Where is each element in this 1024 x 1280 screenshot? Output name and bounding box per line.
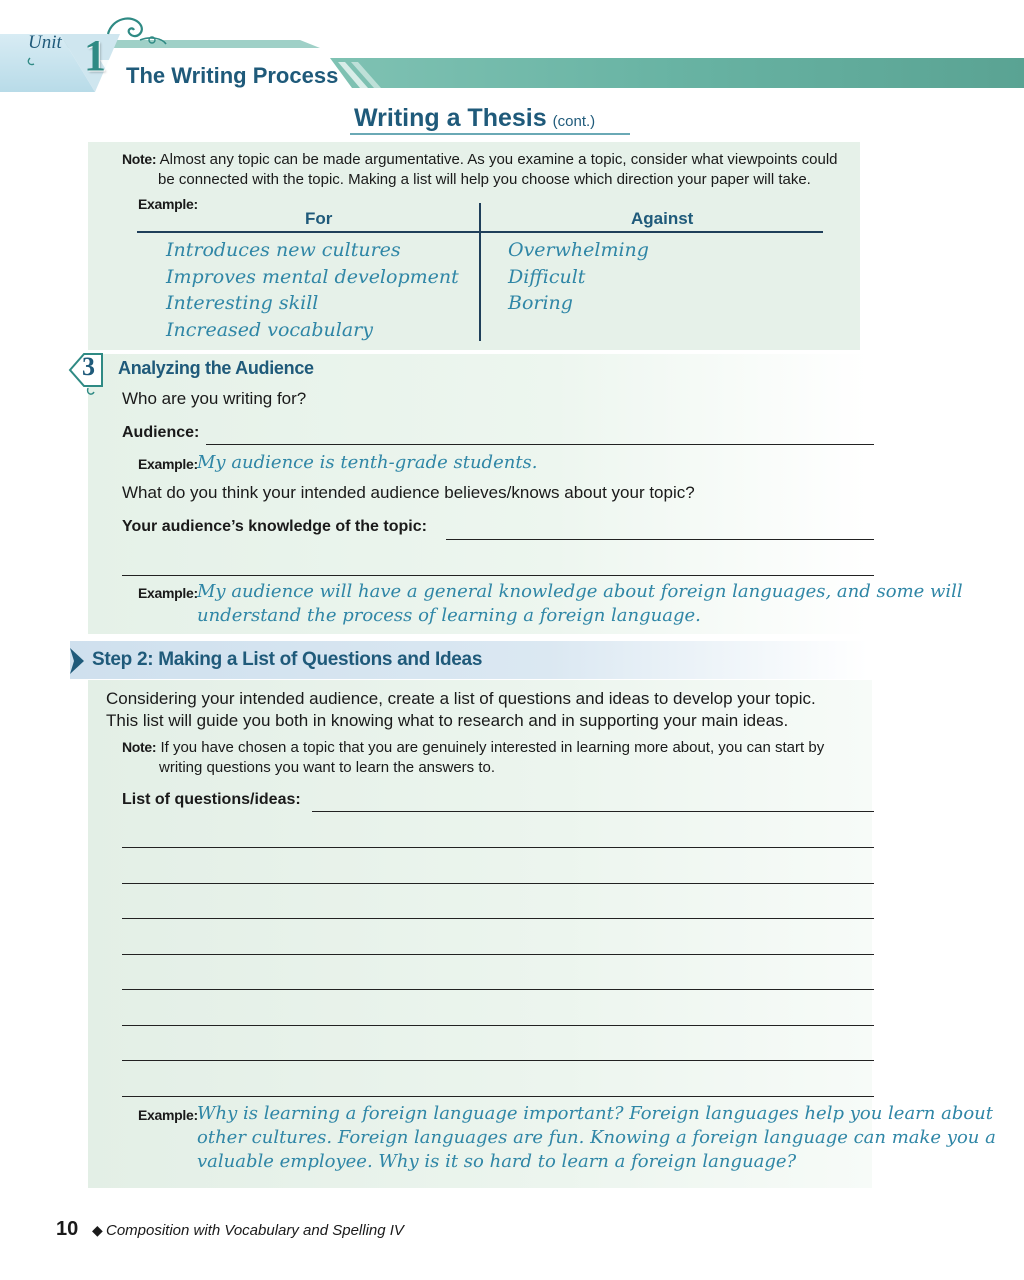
section-title-text: Writing a Thesis <box>354 104 547 132</box>
for-item: Improves mental development <box>166 265 459 288</box>
example-label: Example: <box>138 196 198 212</box>
step2-example <box>197 1102 996 1174</box>
knowledge-answer-line-1[interactable] <box>446 539 874 540</box>
step2-note-line-1: If you have chosen a topic that you are genuinely interested in learning more about, you can start by <box>160 739 825 756</box>
step2-intro-line-2: This list will guide you both in knowing what to research and in supporting your main ideas. <box>106 711 789 730</box>
list-answer-line[interactable] <box>122 1096 874 1097</box>
unit-number: 1 <box>84 31 106 80</box>
example-label: Example: <box>138 1107 198 1123</box>
thesis-note <box>122 149 882 190</box>
for-column-header: For <box>305 209 333 228</box>
example-label: Example: <box>138 585 198 601</box>
step2-note <box>122 737 824 778</box>
against-column-header: Against <box>631 209 694 228</box>
audience-example-2 <box>197 580 963 628</box>
unit-word: Unit <box>28 32 62 53</box>
for-item: Increased vocabulary <box>166 318 373 341</box>
note-line-1: Almost any topic can be made argumentative. As you examine a topic, consider what viewpoints could <box>159 151 838 168</box>
step2-example-line-2: other cultures. Foreign languages are fun. Knowing a foreign language can make you a <box>197 1127 996 1148</box>
against-list <box>508 237 649 317</box>
against-item: Boring <box>508 292 573 314</box>
section-title-cont: (cont.) <box>552 113 596 130</box>
note-line-2: be connected with the topic. Making a list will help you choose which direction your paper will take. <box>158 171 811 188</box>
audience-heading: Analyzing the Audience <box>118 358 314 378</box>
for-list <box>166 237 459 343</box>
audience-example-2-line-1: My audience will have a general knowledge about foreign languages, and some will <box>197 581 963 602</box>
section-title-underline <box>350 133 630 135</box>
list-answer-line[interactable] <box>122 883 874 884</box>
section-title <box>354 104 595 133</box>
audience-example-1: My audience is tenth-grade students. <box>197 452 538 473</box>
list-answer-line[interactable] <box>122 989 874 990</box>
step2-heading: Step 2: Making a List of Questions and Ideas <box>92 649 483 670</box>
against-item: Overwhelming <box>508 239 649 261</box>
page-number: 10 <box>56 1218 79 1240</box>
step2-example-line-1: Why is learning a foreign language important? Foreign languages help you learn about <box>197 1103 994 1124</box>
list-answer-line[interactable] <box>312 811 874 812</box>
audience-question-1: Who are you writing for? <box>122 389 307 408</box>
step2-note-line-2: writing questions you want to learn the answers to. <box>159 759 496 776</box>
list-answer-line[interactable] <box>122 1025 874 1026</box>
footer-bullet: ◆ <box>92 1222 103 1238</box>
list-answer-line[interactable] <box>122 1060 874 1061</box>
table-divider <box>479 203 481 341</box>
audience-label: Audience: <box>122 424 200 441</box>
list-answer-line[interactable] <box>122 847 874 848</box>
step2-example-line-3: valuable employee. Why is it so hard to learn a foreign language? <box>197 1151 797 1172</box>
list-answer-line[interactable] <box>122 954 874 955</box>
note-label: Note: <box>122 151 157 167</box>
audience-question-2: What do you think your intended audience believes/knows about your topic? <box>122 483 695 502</box>
note-label: Note: <box>122 739 157 755</box>
audience-answer-line[interactable] <box>206 444 874 445</box>
book-title: Composition with Vocabulary and Spelling IV <box>106 1222 404 1239</box>
chevron-right-icon <box>68 646 86 676</box>
knowledge-label: Your audience’s knowledge of the topic: <box>122 518 427 535</box>
step2-intro <box>106 688 816 732</box>
example-label: Example: <box>138 456 198 472</box>
list-label: List of questions/ideas: <box>122 791 301 808</box>
knowledge-answer-line-2[interactable] <box>122 575 874 576</box>
list-answer-line[interactable] <box>122 918 874 919</box>
audience-step-number: 3 <box>82 352 95 381</box>
audience-example-2-line-2: understand the process of learning a foreign language. <box>197 605 701 626</box>
against-item: Difficult <box>508 265 586 288</box>
for-item: Introduces new cultures <box>166 239 401 261</box>
step2-intro-line-1: Considering your intended audience, create a list of questions and ideas to develop your topic. <box>106 689 816 708</box>
for-item: Interesting skill <box>166 292 319 314</box>
unit-title: The Writing Process <box>126 63 339 88</box>
